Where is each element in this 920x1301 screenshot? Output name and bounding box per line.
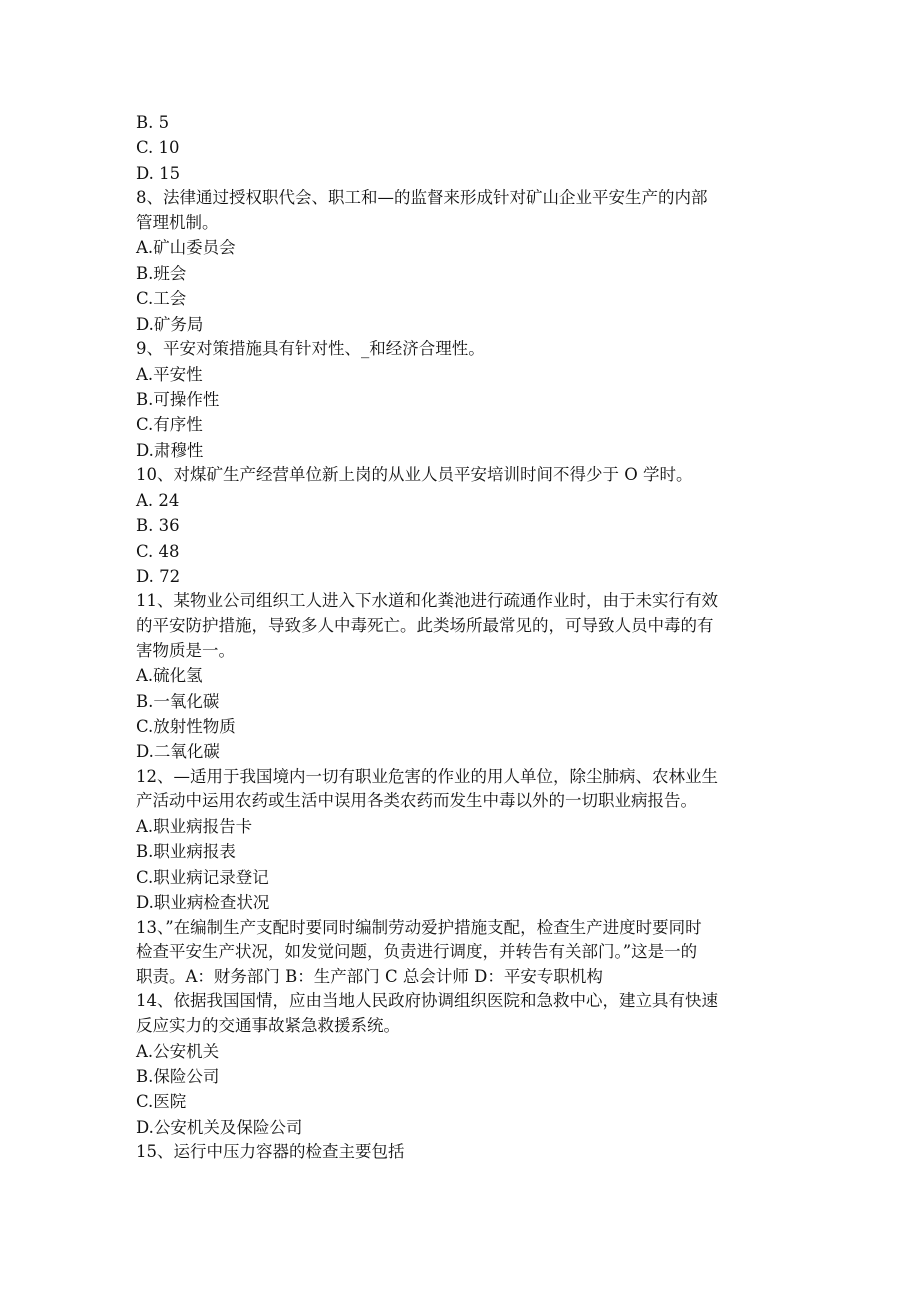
question-9-option-b: B.可操作性 — [136, 390, 220, 410]
question-10-line-1: 10、对煤矿生产经营单位新上岗的从业人员平安培训时间不得少于 O 学时。 — [136, 465, 693, 485]
question-14-line-1: 14、依据我国国情，应由当地人民政府协调组织医院和急救中心，建立具有快速 — [136, 991, 718, 1011]
question-13-line-2: 检查平安生产状况，如发觉问题，负责进行调度，并转告有关部门。”这是一的 — [136, 942, 698, 962]
option-c: C. 10 — [136, 138, 180, 158]
question-10-option-b: B. 36 — [136, 516, 180, 536]
question-8-line-2: 管理机制。 — [136, 212, 219, 232]
question-8-option-b: B.班会 — [136, 263, 187, 283]
question-14-line-2: 反应实力的交通事故紧急救援系统。 — [136, 1016, 400, 1036]
question-11-line-3: 害物质是一。 — [136, 640, 235, 660]
question-12-option-a: A.职业病报告卡 — [136, 817, 253, 837]
question-11-option-c: C.放射性物质 — [136, 717, 236, 737]
question-15-line-1: 15、运行中压力容器的检查主要包括 — [136, 1142, 405, 1162]
question-12-line-2: 产活动中运用农药或生活中误用各类农药而发生中毒以外的一切职业病报告。 — [136, 791, 697, 811]
question-10-option-d: D. 72 — [136, 567, 181, 587]
document-page — [136, 110, 796, 1165]
question-14-option-d: D.公安机关及保险公司 — [136, 1117, 303, 1137]
option-b: B. 5 — [136, 113, 170, 132]
question-13-line-1: 13、”在编制生产支配时要同时编制劳动爱护措施支配，检查生产进度时要同时 — [136, 917, 702, 937]
question-14-option-c: C.医院 — [136, 1092, 187, 1112]
question-11-line-2: 的平安防护措施，导致多人中毒死亡。此类场所最常见的，可导致人员中毒的有 — [136, 616, 714, 636]
question-12-option-c: C.职业病记录登记 — [136, 867, 269, 887]
question-8-option-a: A.矿山委员会 — [136, 238, 236, 258]
question-11-line-1: 11、某物业公司组织工人进入下水道和化粪池进行疏通作业时，由于未实行有效 — [136, 591, 718, 611]
question-11-option-d: D.二氧化碳 — [136, 742, 220, 762]
question-10-option-a: A. 24 — [136, 490, 180, 510]
question-13-line-3: 职责。A：财务部门 B：生产部门 C 总会计师 D：平安专职机构 — [136, 966, 603, 986]
question-9-line-1: 9、平安对策措施具有针对性、_和经济合理性。 — [136, 339, 485, 359]
question-8-option-d: D.矿务局 — [136, 314, 204, 334]
question-9-option-d: D.肃穆性 — [136, 440, 204, 460]
question-12-option-d: D.职业病检查状况 — [136, 893, 270, 913]
question-10-option-c: C. 48 — [136, 541, 180, 561]
question-12-option-b: B.职业病报表 — [136, 842, 236, 862]
question-11-option-b: B.一氧化碳 — [136, 691, 220, 711]
question-8-option-c: C.工会 — [136, 289, 187, 309]
question-9-option-c: C.有序性 — [136, 415, 203, 435]
question-8-line-1: 8、法律通过授权职代会、职工和—的监督来形成针对矿山企业平安生产的内部 — [136, 188, 708, 208]
question-12-line-1: 12、—适用于我国境内一切有职业危害的作业的用人单位，除尘肺病、农林业生 — [136, 766, 718, 786]
question-11-option-a: A.硫化氢 — [136, 666, 203, 686]
option-d: D. 15 — [136, 163, 181, 183]
question-14-option-a: A.公安机关 — [136, 1041, 220, 1061]
question-14-option-b: B.保险公司 — [136, 1067, 220, 1087]
question-9-option-a: A.平安性 — [136, 364, 203, 384]
